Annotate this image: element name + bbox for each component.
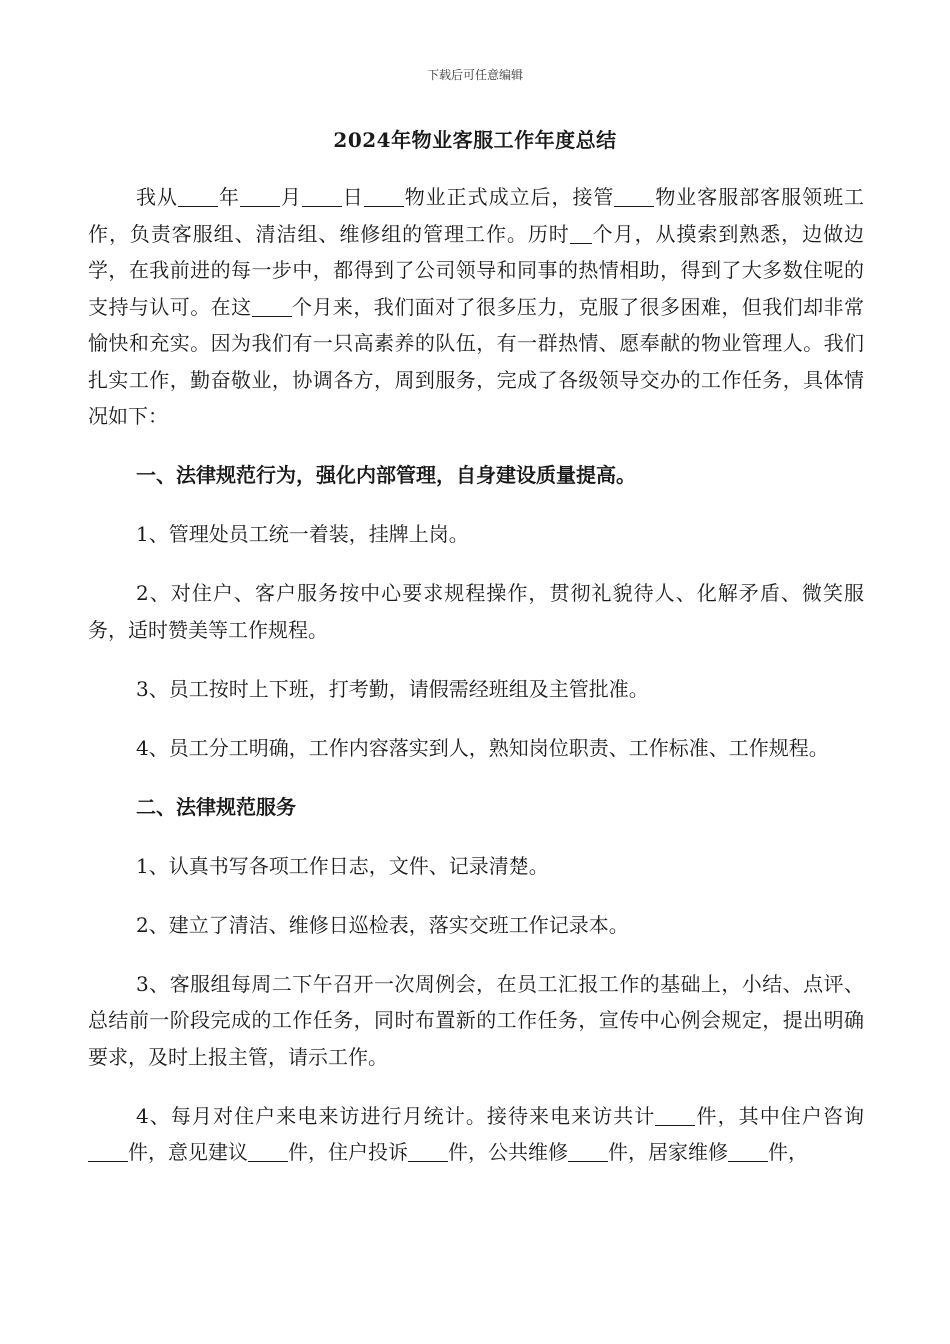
blank-field	[248, 1141, 288, 1162]
section1-heading: 一、法律规范行为，强化内部管理，自身建设质量提高。	[136, 463, 636, 487]
item-text: 件，公共维修	[448, 1140, 568, 1164]
intro-text: 我从	[136, 185, 178, 209]
blank-field	[252, 296, 292, 317]
blank-field	[655, 1105, 695, 1126]
document-body	[88, 179, 864, 1193]
section2-item	[88, 1098, 864, 1171]
intro-text: 月	[279, 185, 302, 209]
item-text: 件，	[768, 1140, 808, 1164]
intro-text: 日	[341, 185, 364, 209]
intro-text: 个月来，我们面对了很多压力，克服了很多困难，但我们却非常愉快和充实。因为我们有一只高素养的队伍，有一群热情、愿奉献的物业管理人。我们扎实工作，勤奋敬业，协调各方，周到服务，完成了各级领导交办的工作任务，具体情况如下：	[88, 294, 865, 428]
intro-text: 个月，从摸索到熟悉，边做边学，在我前进的每一步中，都得到了公司领导和同事的热情相助，得到了大多数住呢的支持与认可。在这	[88, 221, 865, 319]
blank-field	[240, 186, 280, 207]
intro-text: 物业正式成立后，接管	[403, 185, 615, 209]
section2-item: 2、建立了清洁、维修日巡检表，落实交班工作记录本。	[136, 912, 629, 937]
blank-field	[302, 186, 342, 207]
section1-item: 1、管理处员工统一着装，挂牌上岗。	[136, 522, 469, 546]
blank-field	[570, 223, 592, 244]
blank-field	[728, 1141, 768, 1162]
blank-field	[568, 1141, 608, 1162]
item-text: 件，意见建议	[128, 1140, 248, 1164]
blank-field	[178, 186, 218, 207]
item-text: 件，住户投诉	[288, 1140, 408, 1164]
item-text: 件，居家维修	[608, 1140, 728, 1164]
blank-field	[364, 186, 404, 207]
blank-field	[88, 1141, 128, 1162]
item-text: 件，其中住户咨询	[695, 1103, 865, 1128]
section1-item: 3、员工按时上下班，打考勤，请假需经班组及主管批准。	[136, 676, 649, 701]
section1-item: 2、对住户、客户服务按中心要求规程操作，贯彻礼貌待人、化解矛盾、微笑服务，适时赞美等工作规程。	[88, 581, 864, 642]
intro-text: 年	[217, 185, 240, 209]
section2-heading: 二、法律规范服务	[136, 794, 296, 819]
blank-field	[408, 1141, 448, 1162]
section2-item: 3、客服组每周二下午召开一次周例会，在员工汇报工作的基础上，小结、点评、总结前一阶段完成的工作任务，同时布置新的工作任务，宣传中心例会规定，提出明确要求，及时上报主管，请示工作。	[88, 971, 864, 1069]
document-title: 2024年物业客服工作年度总结	[333, 128, 617, 152]
item-text: 4、每月对住户来电来访进行月统计。接待来电来访共计	[136, 1103, 656, 1128]
section2-item: 1、认真书写各项工作日志，文件、记录清楚。	[136, 853, 549, 878]
header-note: 下载后可任意编辑	[426, 68, 523, 82]
section1-item: 4、员工分工明确，工作内容落实到人，熟知岗位职责、工作标准、工作规程。	[136, 735, 829, 760]
blank-field	[614, 186, 654, 207]
intro-paragraph	[88, 179, 864, 435]
intro-text: 物业客服部客服领班工作，负责客服组、清洁组、维修组的管理工作。历时	[88, 185, 865, 246]
